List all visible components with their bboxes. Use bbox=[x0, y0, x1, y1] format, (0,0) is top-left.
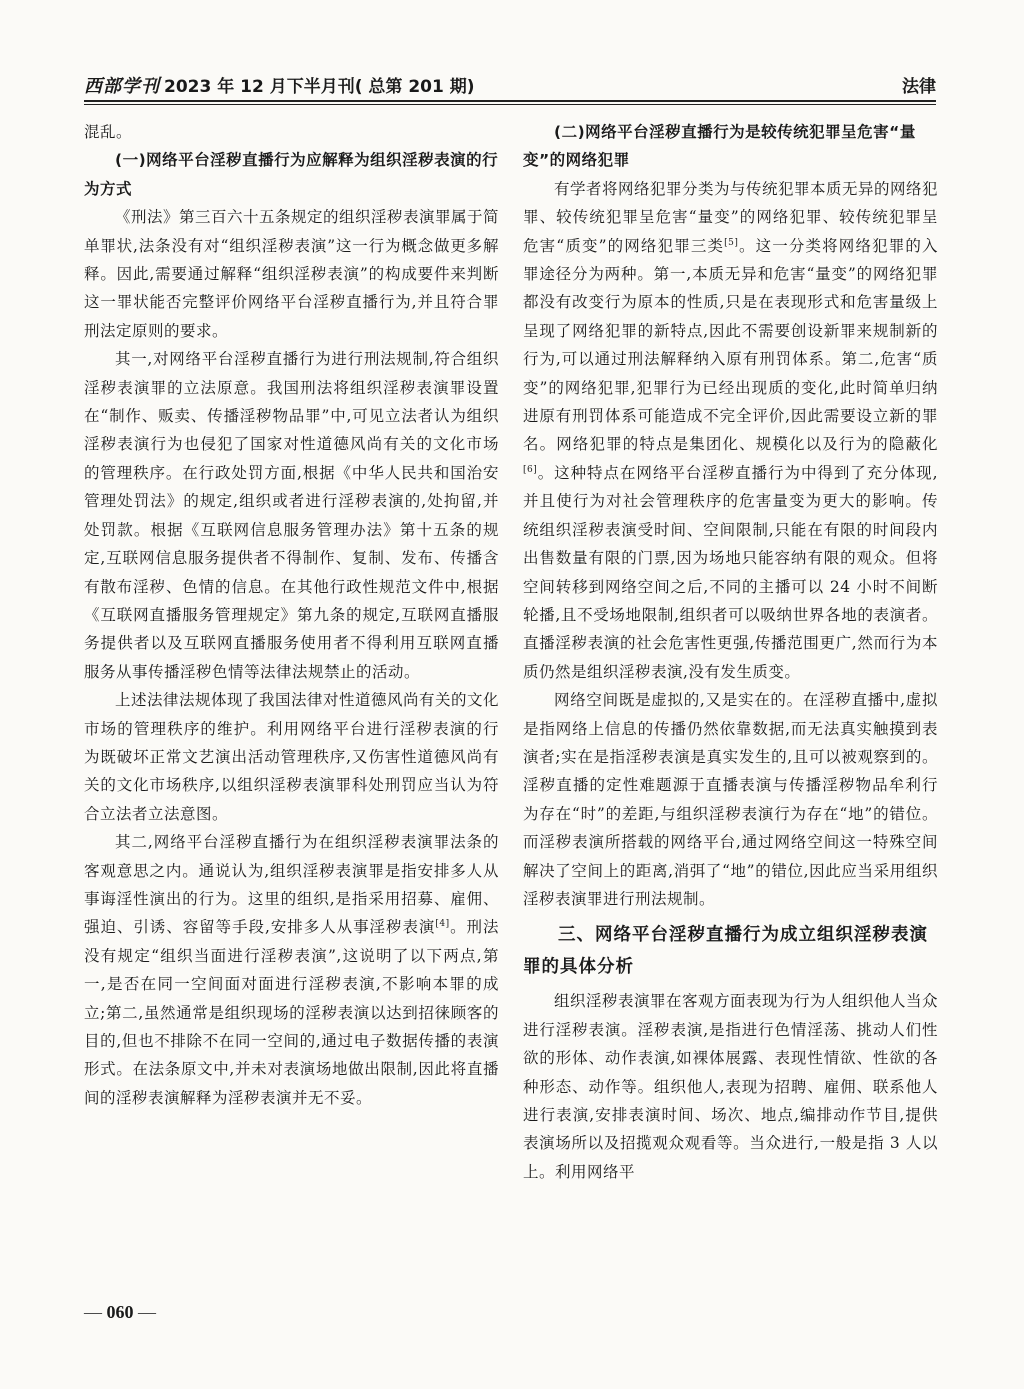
page-header bbox=[84, 70, 936, 106]
paragraph-text: 。刑法没有规定“组织当面进行淫秽表演”,这说明了以下两点,第一,是否在同一空间面对面进行淫秽表演,不影响本罪的成立;第二,虽然通常是组织现场的淫秽表演以达到招徕顾客的目的,但也不排除不在同一空间的,通过电子数据传播的表演形式。在法条原文中,并未对表演场地做出限制,因此将直播间的淫秽表演解释为淫秽表演并无不妥。 bbox=[84, 918, 499, 1107]
paragraph: 《刑法》第三百六十五条规定的组织淫秽表演罪属于简单罪状,法条没有对“组织淫秽表演”这一行为概念做更多解释。因此,需要通过解释“组织淫秽表演”的构成要件来判断这一罪状能否完整评价网络平台淫秽直播行为,并且符合罪刑法定原则的要求。 bbox=[84, 208, 500, 340]
footer-dash-left: — bbox=[84, 1302, 102, 1322]
citation-ref: [5] bbox=[724, 237, 739, 248]
journal-logo: 西部学刊 bbox=[84, 76, 160, 97]
subsection-heading: (二)网络平台淫秽直播行为是较传统犯罪呈危害“量变”的网络犯罪 bbox=[523, 123, 916, 170]
header-rule-thin bbox=[84, 104, 936, 105]
page-number: 060 bbox=[106, 1302, 134, 1322]
paragraph bbox=[523, 175, 938, 686]
header-rule bbox=[84, 100, 936, 102]
page-footer bbox=[84, 1302, 156, 1323]
section-heading: 三、网络平台淫秽直播行为成立组织淫秽表演罪的具体分析 bbox=[523, 925, 928, 978]
left-column bbox=[84, 118, 499, 1112]
issue-info: 2023 年 12 月下半月刊( 总第 201 期) bbox=[164, 77, 475, 97]
subsection-heading: (一)网络平台淫秽直播行为应解释为组织淫秽表演的行为方式 bbox=[84, 151, 499, 198]
paragraph: 组织淫秽表演罪在客观方面表现为行为人组织他人当众进行淫秽表演。淫秽表演,是指进行色情淫荡、挑动人们性欲的形体、动作表演,如裸体展露、表现性情欲、性欲的各种形态、动作等。组织他人,表现为招聘、雇佣、联系他人进行表演,安排表演时间、场次、地点,编排动作节目,提供表演场所以及招揽观众观看等。当众进行,一般是指 3 人以上。利用网络平 bbox=[523, 992, 939, 1181]
paragraph-text: 其二,网络平台淫秽直播行为在组织淫秽表演罪法条的客观意思之内。通说认为,组织淫秽表演罪是指安排多人从事诲淫性演出的行为。这里的组织,是指采用招募、雇佣、强迫、引诱、容留等手段,安排多人从事淫秽表演 bbox=[84, 833, 499, 937]
paragraph-text: 有学者将网络犯罪分类为与传统犯罪本质无异的网络犯罪、较传统犯罪呈危害“量变”的网络犯罪、较传统犯罪呈危害“质变”的网络犯罪三类 bbox=[523, 179, 939, 255]
footer-dash-right: — bbox=[138, 1302, 156, 1322]
paragraph: 混乱。 bbox=[84, 123, 133, 141]
paragraph: 上述法律法规体现了我国法律对性道德风尚有关的文化市场的管理秩序的维护。利用网络平台进行淫秽表演的行为既破坏正常文艺演出活动管理秩序,又伤害性道德风尚有关的文化市场秩序,以组织淫秽表演罪科处刑罚应当认为符合立法者立法意图。 bbox=[84, 691, 500, 823]
paragraph bbox=[84, 828, 499, 1112]
right-column bbox=[523, 118, 938, 1186]
citation-ref: [4] bbox=[435, 919, 450, 930]
section-title: 法律 bbox=[902, 77, 936, 97]
paragraph: 其一,对网络平台淫秽直播行为进行刑法规制,符合组织淫秽表演罪的立法原意。我国刑法将组织淫秽表演罪设置在“制作、贩卖、传播淫秽物品罪”中,可见立法者认为组织淫秽表演行为也侵犯了国家对性道德风尚有关的文化市场的管理秩序。在行政处罚方面,根据《中华人民共和国治安管理处罚法》的规定,组织或者进行淫秽表演的,处拘留,并处罚款。根据《互联网信息服务管理办法》第十五条的规定,互联网信息服务提供者不得制作、复制、发布、传播含有散布淫秽、色情的信息。在其他行政性规范文件中,根据《互联网直播服务管理规定》第九条的规定,互联网直播服务提供者以及互联网直播服务使用者不得利用互联网直播服务从事传播淫秽色情等法律法规禁止的活动。 bbox=[84, 350, 499, 681]
paragraph-text: 。这一分类将网络犯罪的入罪途径分为两种。第一,本质无异和危害“量变”的网络犯罪都没有改变行为原本的性质,只是在表现形式和危害量级上呈现了网络犯罪的新特点,因此不需要创设新罪来规制新的行为,可以通过刑法解释纳入原有刑罚体系。第二,危害“质变”的网络犯罪,犯罪行为已经出现质的变化,此时简单归纳进原有刑罚体系可能造成不完全评价,因此需要设立新的罪名。网络犯罪的特点是集团化、规模化以及行为的隐蔽化 bbox=[523, 236, 938, 454]
citation-ref: [6] bbox=[523, 464, 538, 475]
paragraph-text: 。这种特点在网络平台淫秽直播行为中得到了充分体现,并且使行为对社会管理秩序的危害量变为更大的影响。传统组织淫秽表演受时间、空间限制,只能在有限的时间段内出售数量有限的门票,因为场地只能容纳有限的观众。但将空间转移到网络空间之后,不同的主播可以 24 小时不间断轮播,且不受场地限制,组织者可以吸纳世界各地的表演者。直播淫秽表演的社会危害性更强,传播范围更广,然而行为本质仍然是组织淫秽表演,没有发生质变。 bbox=[523, 463, 938, 681]
paragraph: 网络空间既是虚拟的,又是实在的。在淫秽直播中,虚拟是指网络上信息的传播仍然依靠数据,而无法真实触摸到表演者;实在是指淫秽表演是真实发生的,且可以被观察到的。淫秽直播的定性难题源于直播表演与传播淫秽物品牟利行为存在“时”的差距,与组织淫秽表演行为存在“地”的错位。而淫秽表演所搭载的网络平台,通过网络空间这一特殊空间解决了空间上的距离,消弭了“地”的错位,因此应当采用组织淫秽表演罪进行刑法规制。 bbox=[523, 691, 938, 908]
